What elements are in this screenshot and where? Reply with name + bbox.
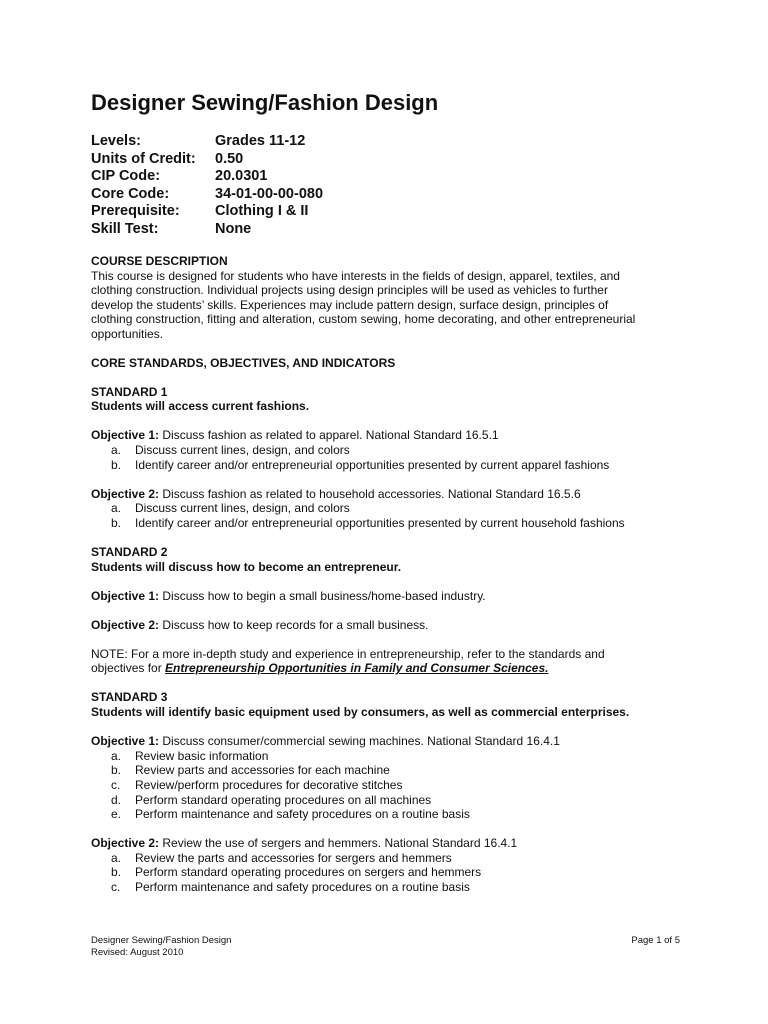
standard-statement: Students will discuss how to become an entrepreneur. [91,559,402,574]
indicator-letter: b. [111,763,122,778]
indicator-letter: a. [111,748,122,763]
objective-line [91,487,691,502]
indicator-item [91,778,691,793]
objective-text: Discuss how to begin a small business/home-based industry. [159,588,486,603]
objective-text: Discuss fashion as related to household accessories. National Standard 16.5.6 [159,486,581,501]
indicator-letter: b. [111,515,122,530]
indicator-item [91,501,691,516]
indicator-item [91,749,691,764]
section-heading: COURSE DESCRIPTION [91,254,228,268]
indicator-letter: c. [111,880,121,894]
meta-value: Grades 11-12 [215,133,306,149]
objective-text: Discuss consumer/commercial sewing machines. National Standard 16.4.1 [159,734,560,749]
standard-label: STANDARD 3 [91,690,168,705]
standard-statement: Students will identify basic equipment used by consumers, as well as commercial enterprises. [91,705,630,720]
indicator-text: Identify career and/or entrepreneurial opportunities presented by current household fashions [135,515,625,530]
indicator-item [91,865,691,880]
indicator-item [91,807,691,822]
meta-row-levels [91,133,323,151]
objective-label: Objective 2: [91,836,160,851]
indicator-text: Perform maintenance and safety procedures on a routine basis [135,807,470,822]
indicator-text: Review/perform procedures for decorative stitches [135,777,403,792]
meta-value: 34-01-00-00-080 [215,185,324,202]
indicator-letter: b. [111,457,122,472]
indicator-letter: d. [111,792,122,807]
objective-text: Review the use of sergers and hemmers. National Standard 16.4.1 [159,836,518,851]
footer-page-number: Page 1 of 5 [631,935,680,946]
objective-label: Objective 1: [91,428,160,443]
entrepreneurship-link[interactable]: Entrepreneurship Opportunities in Family and Consumer Sciences. [165,661,549,676]
indicator-letter: a. [111,442,122,457]
meta-label: Prerequisite: [91,203,180,219]
standard-1-section [91,385,691,531]
indicator-letter: a. [111,850,122,865]
indicator-letter: b. [111,865,122,880]
indicator-item [91,851,691,866]
standard-3-section [91,690,691,894]
objective-line [91,589,691,604]
meta-row-prerequisite [91,203,323,221]
meta-row-skill-test [91,221,323,239]
objective-label: Objective 1: [91,588,160,603]
objective-text: Discuss how to keep records for a small business. [159,617,429,632]
description-line: develop the students’ skills. Experiences may include pattern design, surface design, principles of [91,297,609,312]
meta-row-cip [91,168,323,186]
standard-label: STANDARD 1 [91,384,168,399]
objective-line [91,618,691,633]
indicator-text: Discuss current lines, design, and colors [135,501,350,516]
standard-statement: Students will access current fashions. [91,399,310,414]
indicator-text: Review parts and accessories for each machine [135,763,390,778]
indicator-text: Review the parts and accessories for sergers and hemmers [135,850,452,865]
footer-revised-date: Revised: August 2010 [91,946,184,958]
document-body [91,254,691,895]
course-description-section [91,254,691,342]
indicator-list [91,501,691,530]
description-line: clothing construction, fitting and alteration, custom sewing, home decorating, and other entrepreneurial [91,312,636,327]
objective-label: Objective 2: [91,617,160,632]
indicator-item [91,793,691,808]
note-prefix: objectives for [91,661,166,676]
objective-line [91,836,691,851]
indicator-letter: e. [111,807,122,822]
course-meta-list [91,133,323,238]
meta-row-core-code [91,186,323,204]
indicator-item [91,458,691,473]
meta-value: Clothing I & II [215,203,309,219]
indicator-text: Identify career and/or entrepreneurial opportunities presented by current apparel fashions [135,457,610,472]
indicator-item [91,763,691,778]
indicator-text: Perform maintenance and safety procedures on a routine basis [135,880,470,894]
standard-label: STANDARD 2 [91,544,168,559]
document-title: Designer Sewing/Fashion Design [91,90,439,115]
meta-label: Skill Test: [91,220,159,237]
indicator-letter: a. [111,501,122,516]
indicator-list [91,443,691,472]
core-standards-heading: CORE STANDARDS, OBJECTIVES, AND INDICATORS [91,355,396,370]
indicator-text: Perform standard operating procedures on all machines [135,792,432,807]
meta-label: CIP Code: [91,168,161,184]
standard-2-section [91,545,691,676]
indicator-list [91,749,691,822]
meta-label: Core Code: [91,185,170,202]
meta-label: Levels: [91,133,141,149]
note-line: NOTE: For a more in-depth study and experience in entrepreneurship, refer to the standards and [91,646,605,661]
objective-label: Objective 1: [91,734,160,749]
description-line: This course is designed for students who have interests in the fields of design, apparel, textiles, and [91,268,620,283]
indicator-item [91,880,691,895]
meta-row-units [91,151,323,169]
indicator-text: Perform standard operating procedures on sergers and hemmers [135,865,482,880]
description-line: clothing construction. Individual projects using design principles will be used as vehicles to further [91,283,608,298]
objective-line [91,734,691,749]
note-line [91,661,691,676]
indicator-item [91,516,691,531]
indicator-text: Discuss current lines, design, and colors [135,442,350,457]
meta-value: 0.50 [215,150,244,167]
page-footer [91,935,680,958]
meta-value: 20.0301 [215,168,268,184]
description-line: opportunities. [91,326,164,341]
objective-label: Objective 2: [91,486,160,501]
indicator-text: Review basic information [135,748,269,763]
indicator-item [91,443,691,458]
objective-text: Discuss fashion as related to apparel. National Standard 16.5.1 [159,428,499,443]
footer-doc-name: Designer Sewing/Fashion Design [91,935,232,946]
meta-label: Units of Credit: [91,150,196,167]
meta-value: None [215,220,252,237]
indicator-letter: c. [111,777,121,792]
objective-line [91,428,691,443]
indicator-list [91,851,691,895]
